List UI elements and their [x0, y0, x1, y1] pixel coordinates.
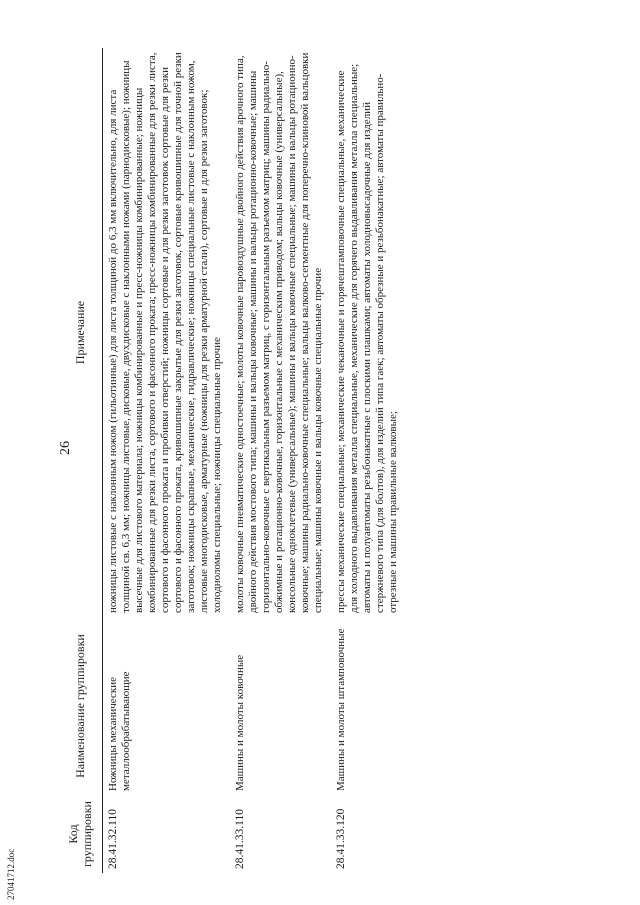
- table-row: [331, 48, 406, 873]
- table-header-row: [58, 48, 103, 873]
- row-name: Машины и молоты штамповочные: [335, 628, 347, 791]
- table-row: [230, 48, 331, 873]
- header-note: Примечание: [58, 48, 103, 617]
- row-note: ножницы листовые с наклонным ножом (гильотинные) для листа толщиной до 6,3 мм включительно, для листа толщиной св. 6,3 мм; ножницы листовые, дисковые, двухдисковые с наклонными ножами (парнодисковые); ножницы высечные для листового материала; ножницы комбинированные и пресс-ножницы комбинированные; ножницы комбинированные для резки листа, сортового и фасонного проката; пресс-ножницы комбинированные для резки листа, сортового и фасонного проката и пробивки отверстий; ножницы сортовые и для резки заготовок сортовые для резки сортового и фасонного проката, кривошипные закрытые для резки заготовок, сортовые кривошипные для точной резки заготовок; ножницы скрапные, механические, гидравлические; ножницы специальные листовые с наклонным ножом, листовые многодисковые, арматурные (ножницы для резки арматурной стали), сортовые и для резки заготовок; холодноломы специальные; ножницы специальные прочие: [107, 52, 223, 613]
- page-number: 26: [58, 441, 73, 455]
- header-code: Код группировки: [58, 795, 103, 873]
- row-code: 28.41.33.110: [234, 809, 246, 869]
- header-name: Наименование группировки: [58, 617, 103, 795]
- document-id: 27041712.doc: [6, 848, 16, 900]
- row-note: молоты ковочные пневматические одностоечные; молоты ковочные паровоздушные двойного действия арочного типа, двойного действия мостового типа; машины и вальцы ковочные; машины и вальцы ротационно-ковочные; машины горизонтально-ковочные с вертикальным разъемом матриц, с горизонтальным разъемом матриц; машины радиально-обжимные и ротационно-ковочные, горизонтальные с механическим приводом; вальцы ковочные (универсальные), консольные одноклетевые (универсальные); машины и вальцы ковочные специальные; машины и вальцы ротационно-ковочные; машины радиально-ковочные специальные; вальцы валково-сегментные для поперечно-клиновой вальцовки специальные; машины ковочные и вальцы ковочные специальные прочие: [234, 52, 324, 613]
- row-note: прессы механические специальные; механические чеканочные и горячештамповочные специальные, механические для холодного выдавливания металла специальные, механические для горячего выдавливания металла специальные; автоматы и полуавтоматы резьбонакатные с плоскими плашками; автоматы холодновысадочные для изделий стержневого типа (для болтов), для изделий типа гаек; автоматы обрезные и резьбонакатные; автоматы правильно-отрезные и машины правильные валковые;: [335, 63, 399, 613]
- row-code: 28.41.32.110: [107, 809, 119, 869]
- row-name: Ножницы механические металлообрабатывающие: [107, 671, 132, 791]
- grouping-table: [58, 48, 406, 873]
- row-code: 28.41.33.120: [335, 808, 347, 869]
- table-row: [103, 48, 231, 873]
- row-name: Машины и молоты ковочные: [234, 654, 246, 791]
